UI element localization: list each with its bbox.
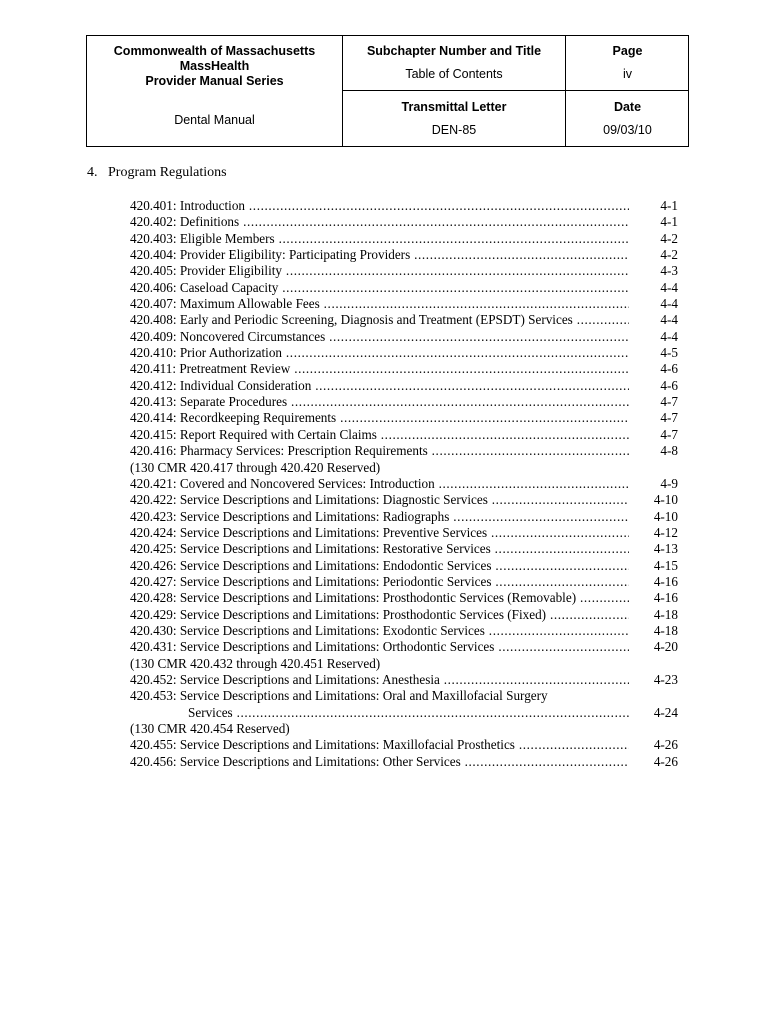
toc-entry-page: 4-23 [653, 671, 678, 687]
toc-entry-title: (130 CMR 420.417 through 420.420 Reserved) [130, 459, 381, 475]
table-of-contents [130, 198, 678, 770]
transmittal-heading: Transmittal Letter [401, 100, 507, 114]
toc-entry-page: 4-18 [653, 606, 678, 622]
toc-entry-title: 420.405: Provider Eligibility ..... [130, 263, 629, 279]
toc-entry [130, 639, 678, 655]
toc-entry-continuation [130, 705, 678, 721]
toc-entry-page: 4-4 [660, 328, 678, 344]
page-value: iv [622, 67, 633, 81]
toc-entry [130, 737, 678, 753]
toc-entry-title: 420.415: Report Required with Certain Claims ..... [130, 427, 629, 443]
toc-entry-title: 420.430: Service Descriptions and Limitations: Exodontic Services ..... [130, 623, 629, 639]
document-header [86, 35, 689, 147]
toc-entry [130, 574, 678, 590]
toc-entry-page: 4-6 [660, 377, 678, 393]
toc-entry-page: 4-16 [653, 590, 678, 606]
toc-entry-title: 420.453: Service Descriptions and Limitations: Oral and Maxillofacial Surgery [130, 688, 548, 704]
toc-entry [130, 231, 678, 247]
manual-name: Dental Manual [174, 113, 255, 127]
toc-entry-page: 4-18 [653, 622, 678, 638]
toc-entry [130, 688, 678, 704]
toc-entry [130, 312, 678, 328]
toc-entry-title: 420.412: Individual Consideration ..... [130, 378, 629, 394]
toc-entry-page: 4-7 [660, 394, 678, 410]
toc-entry-page: 4-13 [653, 541, 678, 557]
toc-entry [130, 427, 678, 443]
toc-entry-title: 420.427: Service Descriptions and Limitations: Periodontic Services ..... [130, 574, 629, 590]
toc-entry [130, 296, 678, 312]
toc-entry-page: 4-4 [660, 312, 678, 328]
toc-entry [130, 492, 678, 508]
toc-entry-title: 420.401: Introduction ..... [130, 198, 629, 214]
toc-entry [130, 247, 678, 263]
toc-entry-page: 4-12 [653, 524, 678, 540]
toc-entry-title: 420.414: Recordkeeping Requirements ..... [130, 410, 629, 426]
toc-entry [130, 410, 678, 426]
toc-entry [130, 754, 678, 770]
toc-entry-page: 4-1 [660, 214, 678, 230]
agency-name: Commonwealth of Massachusetts MassHealth Provider Manual Series [113, 44, 316, 88]
toc-entry-page: 4-7 [660, 426, 678, 442]
toc-entry [130, 607, 678, 623]
toc-entry [130, 541, 678, 557]
transmittal-value: DEN-85 [431, 123, 477, 137]
toc-entry [130, 623, 678, 639]
toc-entry-title: 420.407: Maximum Allowable Fees ..... [130, 296, 629, 312]
toc-entry [130, 509, 678, 525]
toc-entry [130, 263, 678, 279]
toc-entry [130, 361, 678, 377]
toc-entry [130, 558, 678, 574]
toc-entry-title: 420.429: Service Descriptions and Limitations: Prosthodontic Services (Fixed) ..... [130, 607, 629, 623]
subchapter-heading: Subchapter Number and Title [366, 44, 542, 58]
toc-entry-page: 4-10 [653, 492, 678, 508]
toc-entry-page: 4-4 [660, 296, 678, 312]
toc-entry-title: 420.416: Pharmacy Services: Prescription Requirements ..... [130, 443, 629, 459]
toc-entry [130, 214, 678, 230]
toc-entry-page: 4-1 [660, 198, 678, 213]
toc-entry-page: 4-15 [653, 557, 678, 573]
toc-entry-page: 4-4 [660, 279, 678, 295]
toc-entry-page: 4-16 [653, 573, 678, 589]
toc-entry-title: 420.403: Eligible Members ..... [130, 231, 629, 247]
subchapter-value: Table of Contents [405, 67, 503, 81]
toc-entry-title: 420.431: Service Descriptions and Limitations: Orthodontic Services ..... [130, 639, 629, 655]
toc-entry-title: 420.456: Service Descriptions and Limitations: Other Services ..... [130, 754, 629, 770]
toc-entry [130, 525, 678, 541]
toc-entry-page: 4-9 [660, 475, 678, 491]
toc-entry-title: 420.423: Service Descriptions and Limitations: Radiographs ..... [130, 509, 629, 525]
toc-entry-title: (130 CMR 420.432 through 420.451 Reserved) [130, 655, 381, 671]
toc-entry [130, 590, 678, 606]
toc-entry-title: 420.452: Service Descriptions and Limitations: Anesthesia ..... [130, 672, 629, 688]
toc-entry-page: 4-10 [653, 508, 678, 524]
toc-entry-page: 4-26 [653, 737, 678, 753]
toc-entry-title: 420.428: Service Descriptions and Limitations: Prosthodontic Services (Removable) ..... [130, 590, 629, 606]
toc-entry-page: 4-3 [660, 263, 678, 279]
toc-entry-title: 420.409: Noncovered Circumstances ..... [130, 329, 629, 345]
toc-entry [130, 329, 678, 345]
toc-entry-title: 420.408: Early and Periodic Screening, Diagnosis and Treatment (EPSDT) Services ..... [130, 312, 629, 328]
toc-entry-title: 420.424: Service Descriptions and Limitations: Preventive Services ..... [130, 525, 629, 541]
toc-entry [130, 198, 678, 214]
toc-reserved-note [130, 656, 678, 672]
toc-entry-title: (130 CMR 420.454 Reserved) [130, 721, 290, 736]
toc-entry-title: Services ..... [130, 705, 629, 721]
toc-entry-page: 4-5 [660, 345, 678, 361]
toc-entry [130, 378, 678, 394]
toc-entry-title: 420.402: Definitions ..... [130, 214, 629, 230]
date-heading: Date [613, 100, 642, 114]
toc-entry [130, 443, 678, 459]
toc-entry-title: 420.455: Service Descriptions and Limitations: Maxillofacial Prosthetics ..... [130, 737, 629, 753]
toc-reserved-note [130, 721, 678, 737]
section-title: 4. Program Regulations [87, 165, 227, 180]
toc-reserved-note [130, 460, 678, 476]
toc-entry-title: 420.406: Caseload Capacity ..... [130, 280, 629, 296]
toc-entry-page: 4-8 [660, 443, 678, 459]
toc-entry [130, 476, 678, 492]
toc-entry [130, 345, 678, 361]
toc-entry [130, 394, 678, 410]
toc-entry-title: 420.421: Covered and Noncovered Services: Introduction ..... [130, 476, 629, 492]
toc-entry-page: 4-20 [653, 639, 678, 655]
toc-entry-page: 4-7 [660, 410, 678, 426]
toc-entry-title: 420.413: Separate Procedures ..... [130, 394, 629, 410]
header-divider [342, 90, 688, 91]
toc-entry-title: 420.410: Prior Authorization ..... [130, 345, 629, 361]
toc-entry [130, 280, 678, 296]
date-value: 09/03/10 [603, 123, 652, 137]
toc-entry-page: 4-24 [653, 704, 678, 720]
toc-entry-page: 4-6 [660, 361, 678, 377]
toc-entry-title: 420.411: Pretreatment Review ..... [130, 361, 629, 377]
toc-entry-page: 4-2 [660, 247, 678, 263]
toc-entry-page: 4-26 [653, 753, 678, 769]
toc-entry-title: 420.426: Service Descriptions and Limitations: Endodontic Services ..... [130, 558, 629, 574]
page-heading: Page [612, 44, 643, 58]
toc-entry [130, 672, 678, 688]
toc-entry-title: 420.422: Service Descriptions and Limitations: Diagnostic Services ..... [130, 492, 629, 508]
toc-entry-title: 420.425: Service Descriptions and Limitations: Restorative Services ..... [130, 541, 629, 557]
toc-entry-page: 4-2 [660, 230, 678, 246]
toc-entry-title: 420.404: Provider Eligibility: Participating Providers ..... [130, 247, 629, 263]
